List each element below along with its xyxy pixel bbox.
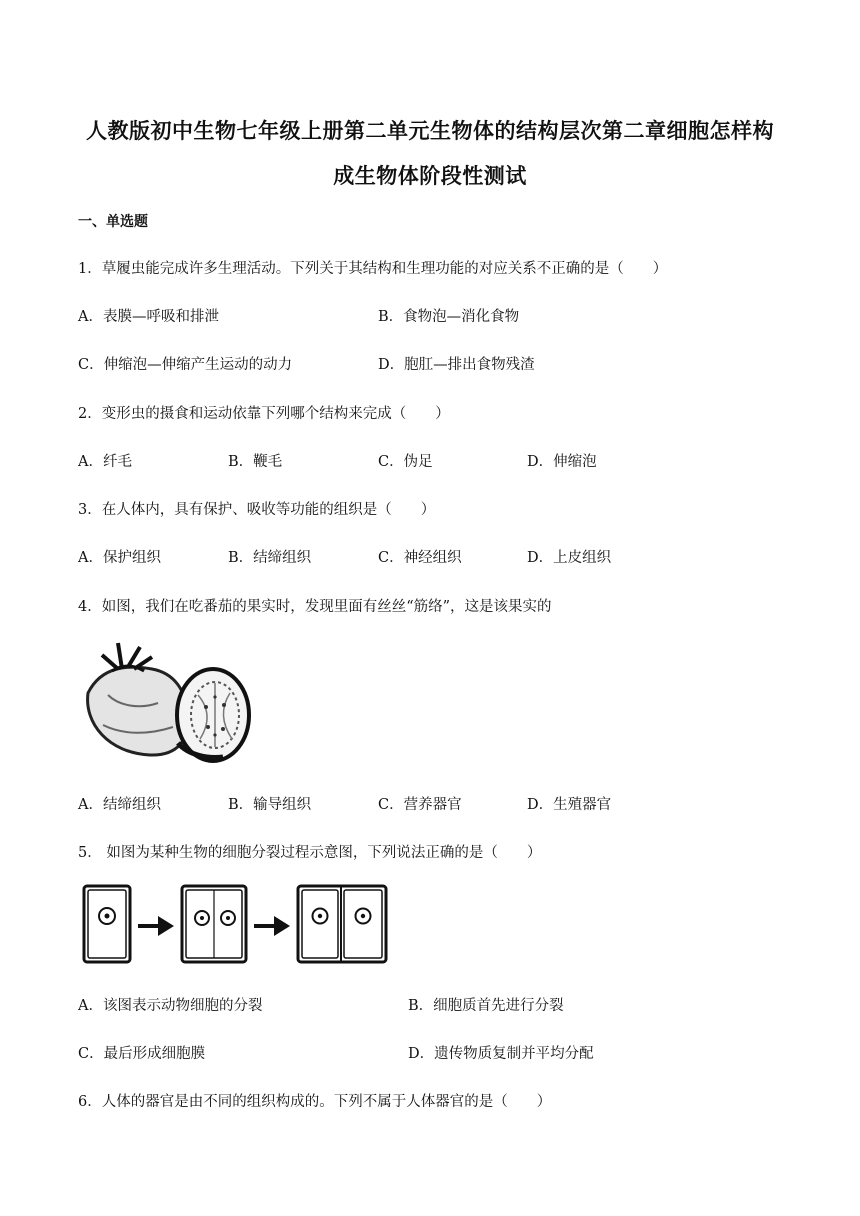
question-4-option-a: A．结缔组织 [78,797,161,813]
cell-division-figure [78,880,394,970]
question-4-option-c: C．营养器官 [378,797,462,813]
question-5-option-c: C．最后形成细胞膜 [78,1046,206,1062]
question-3-option-c: C．神经组织 [378,550,462,566]
question-2-option-a: A．纤毛 [78,454,132,470]
question-5-option-a: A．该图表示动物细胞的分裂 [78,998,263,1014]
question-4-option-d: D．生殖器官 [527,797,612,813]
arrow-icon [138,916,174,936]
question-5-stem: 5． 如图为某种生物的细胞分裂过程示意图，下列说法正确的是（ ） [78,845,542,861]
question-3-option-d: D．上皮组织 [527,550,612,566]
question-2-option-c: C．伪足 [378,454,433,470]
question-5-option-b: B．细胞质首先进行分裂 [408,998,564,1014]
question-3-option-b: B．结缔组织 [228,550,312,566]
question-2-option-d: D．伸缩泡 [527,454,597,470]
question-3-stem: 3．在人体内，具有保护、吸收等功能的组织是（ ） [78,502,436,518]
question-4-stem: 4．如图，我们在吃番茄的果实时，发现里面有丝丝“筋络”，这是该果实的 [78,599,552,615]
tomato-figure [78,635,258,765]
question-1-option-a: A．表膜—呼吸和排泄 [78,309,219,325]
question-5-option-d: D．遗传物质复制并平均分配 [408,1046,594,1062]
question-1-option-c: C．伸缩泡—伸缩产生运动的动力 [78,357,293,373]
question-6-stem: 6．人体的器官是由不同的组织构成的。下列不属于人体器官的是（ ） [78,1094,552,1110]
section-heading: 一、单选题 [78,214,148,230]
question-1-stem: 1．草履虫能完成许多生理活动。下列关于其结构和生理功能的对应关系不正确的是（ ） [78,261,668,277]
question-2-stem: 2．变形虫的摄食和运动依靠下列哪个结构来完成（ ） [78,406,450,422]
question-1-option-b: B．食物泡—消化食物 [378,309,520,325]
question-1-option-d: D．胞肛—排出食物残渣 [378,357,535,373]
question-3-option-a: A．保护组织 [78,550,161,566]
document-title-line-2: 成生物体阶段性测试 [333,164,527,188]
question-2-option-b: B．鞭毛 [228,454,283,470]
question-4-option-b: B．输导组织 [228,797,312,813]
document-title-line-1: 人教版初中生物七年级上册第二单元生物体的结构层次第二章细胞怎样构 [86,119,774,143]
